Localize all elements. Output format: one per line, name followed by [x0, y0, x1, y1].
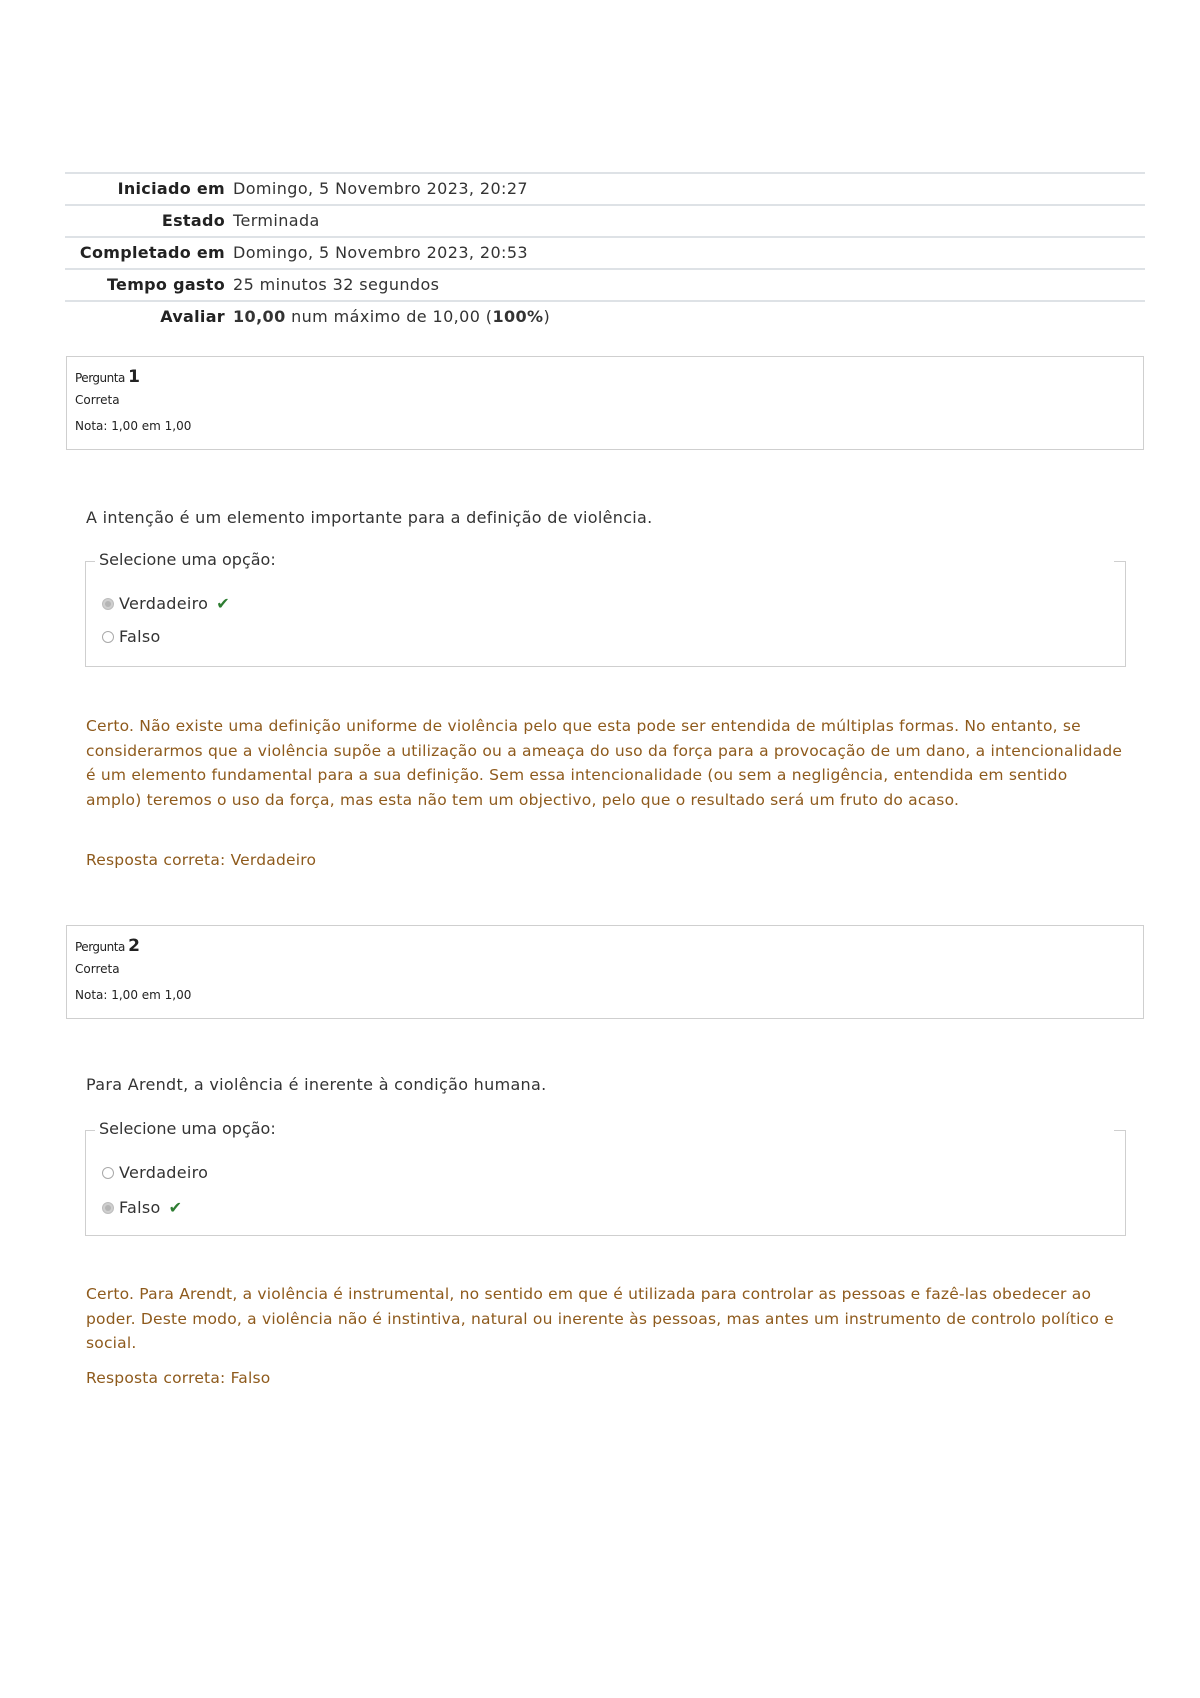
grade-score: 10,00 — [233, 307, 286, 326]
fieldset-border — [85, 1130, 95, 1131]
question-text: A intenção é um elemento importante para a definição de violência. — [86, 508, 653, 527]
right-answer: Resposta correta: Falso — [86, 1369, 271, 1387]
summary-label: Estado — [161, 211, 225, 230]
question-grade: Nota: 1,00 em 1,00 — [75, 419, 192, 433]
option-label: Falso — [119, 627, 161, 646]
radio-checked-icon[interactable] — [102, 1202, 114, 1214]
summary-value: 25 minutos 32 segundos — [233, 275, 440, 294]
option-label: Verdadeiro — [119, 594, 209, 613]
summary-row-completed — [65, 237, 1145, 269]
fieldset-border — [85, 561, 95, 562]
fieldset-border — [1114, 1130, 1126, 1131]
right-answer: Resposta correta: Verdadeiro — [86, 851, 317, 869]
option-label: Verdadeiro — [119, 1163, 209, 1182]
question-state: Correta — [75, 962, 120, 976]
question-info-box — [66, 356, 1144, 450]
question-info-box — [66, 925, 1144, 1019]
summary-label: Completado em — [79, 243, 225, 262]
question-text: Para Arendt, a violência é inerente à condição humana. — [86, 1075, 547, 1094]
summary-grade-value — [233, 301, 1145, 332]
summary-label: Avaliar — [160, 307, 225, 326]
answer-fieldset — [85, 550, 1126, 667]
correct-check-icon: ✔ — [216, 594, 230, 613]
summary-row-grade — [65, 301, 1145, 332]
summary-value: Domingo, 5 Novembro 2023, 20:53 — [233, 243, 528, 262]
option-verdadeiro[interactable] — [102, 1163, 208, 1182]
question-prefix: Pergunta — [75, 940, 125, 954]
answer-fieldset — [85, 1119, 1126, 1236]
question-prefix: Pergunta — [75, 371, 125, 385]
option-label: Falso — [119, 1198, 161, 1217]
answer-prompt: Selecione uma opção: — [99, 1119, 276, 1138]
summary-value: Terminada — [233, 211, 320, 230]
summary-row-started — [65, 173, 1145, 205]
question-number-value: 2 — [128, 936, 140, 956]
option-falso[interactable] — [102, 627, 161, 646]
radio-checked-icon[interactable] — [102, 598, 114, 610]
question-feedback: Certo. Para Arendt, a violência é instrumental, no sentido em que é utilizada para controlar as pessoas e fazê-las obedecer ao poder. Deste modo, a violência não é instintiva, natural ou inerente às pessoas, mas antes um instrumento de controlo político e social. — [86, 1285, 1114, 1352]
summary-label: Tempo gasto — [106, 275, 225, 294]
question-number-value: 1 — [128, 367, 140, 387]
summary-value: Domingo, 5 Novembro 2023, 20:27 — [233, 179, 528, 198]
attempt-summary-table — [65, 172, 1145, 332]
summary-row-state — [65, 205, 1145, 237]
fieldset-border — [1114, 561, 1126, 562]
question-number — [75, 936, 1143, 956]
summary-label: Iniciado em — [117, 179, 225, 198]
option-verdadeiro[interactable] — [102, 594, 230, 613]
question-feedback: Certo. Não existe uma definição uniforme de violência pelo que esta pode ser entendida de múltiplas formas. No entanto, se considerarmos que a violência supõe a utilização ou a ameaça do uso da força para a provocação de um dano, a intencionalidade é um elemento fundamental para a sua definição. Sem essa intencionalidade (ou sem a negligência, entendida em sentido amplo) teremos o uso da força, mas esta não tem um objectivo, pelo que o resultado será um fruto do acaso. — [86, 717, 1123, 809]
question-grade: Nota: 1,00 em 1,00 — [75, 988, 192, 1002]
grade-middle: num máximo de 10,00 ( — [285, 307, 493, 326]
radio-unchecked-icon[interactable] — [102, 1167, 114, 1179]
grade-end: ) — [543, 307, 551, 326]
answer-prompt: Selecione uma opção: — [99, 550, 276, 569]
option-falso[interactable] — [102, 1198, 182, 1217]
question-number — [75, 367, 1143, 387]
grade-percent: 100% — [492, 307, 544, 326]
radio-unchecked-icon[interactable] — [102, 631, 114, 643]
question-state: Correta — [75, 393, 120, 407]
summary-row-time-taken — [65, 269, 1145, 301]
correct-check-icon: ✔ — [168, 1198, 183, 1217]
